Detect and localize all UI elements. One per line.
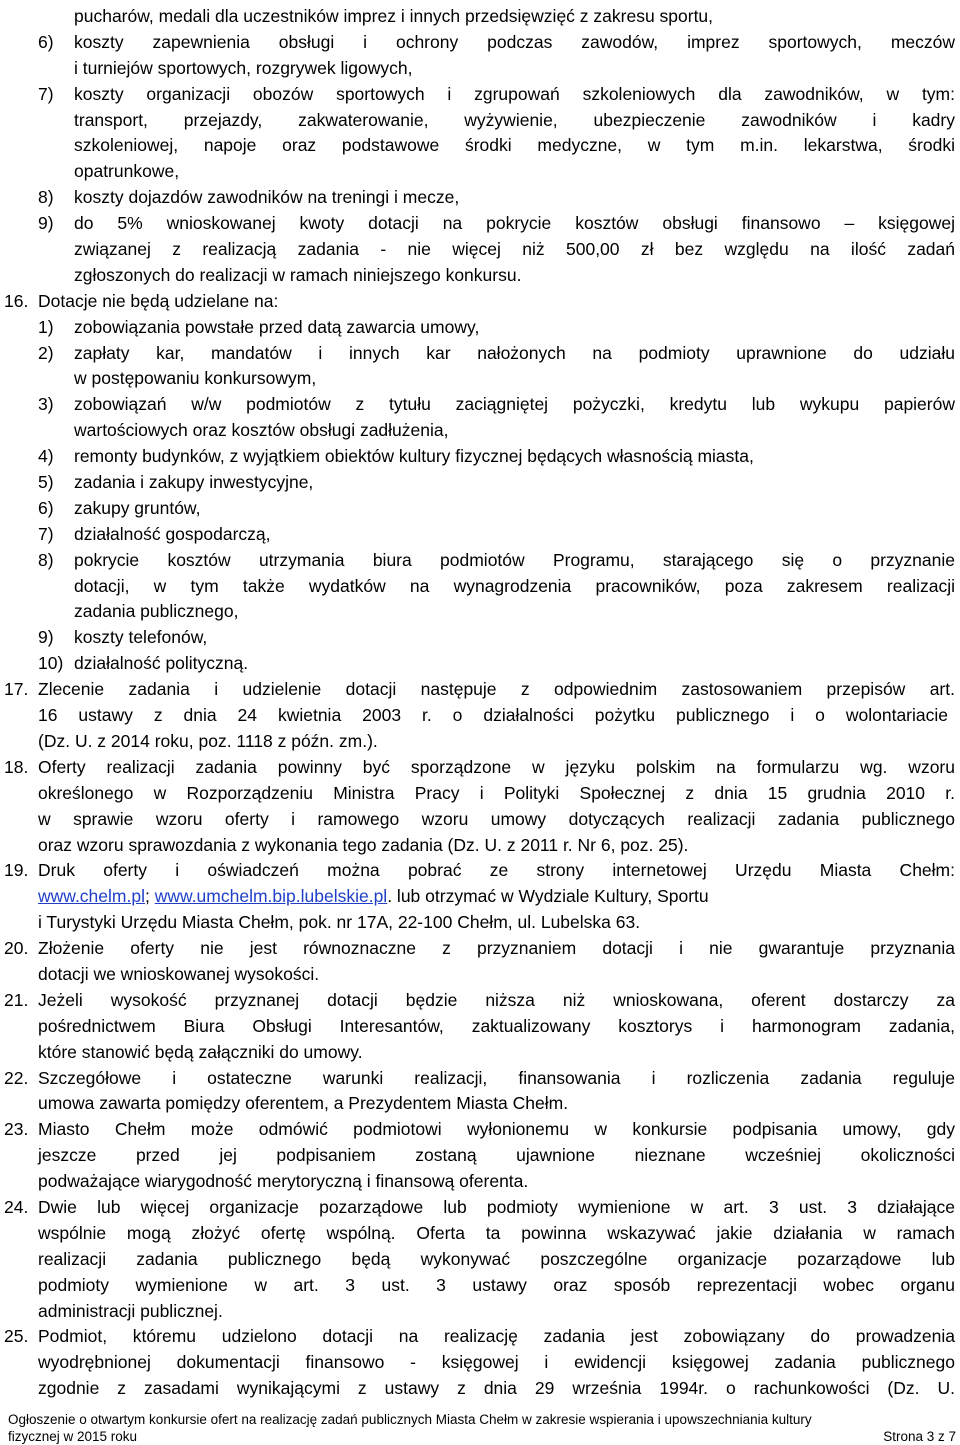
- section-line: dotacji we wnioskowanej wysokości.: [38, 963, 320, 984]
- section-23: [0, 1117, 960, 1195]
- section-line: 19. Druk oferty i oświadczeń można pobrać ze strony internetowej Urzędu Miasta Chełm:: [4, 860, 955, 881]
- subitem-list-continued: [0, 4, 960, 289]
- section-line: określonego w Rozporządzeniu Ministra Pracy i Polityki Społecznej z dnia 15 grudnia 2010 r.: [38, 782, 955, 803]
- list-item: 6) koszty zapewnienia obsługi i ochrony podczas zawodów, imprez sportowych, meczów: [38, 31, 955, 52]
- list-item: 4) remonty budynków, z wyjątkiem obiektów kultury fizycznej będących własnością miasta,: [38, 446, 754, 467]
- section-line: [0, 884, 960, 910]
- section-18: [0, 755, 960, 859]
- text-fragment: . lub otrzymać w Wydziale Kultury, Sportu: [387, 886, 709, 907]
- section-line: umowa zawarta pomiędzy oferentem, a Prezydentem Miasta Chełm.: [38, 1093, 569, 1114]
- document-body: [0, 4, 960, 1402]
- section-line: 18. Oferty realizacji zadania powinny być sporządzone w języku polskim na formularzu wg. wzoru: [4, 756, 955, 777]
- footer-title-continued: fizycznej w 2015 roku: [8, 1429, 138, 1444]
- section-line: 21. Jeżeli wysokość przyznanej dotacji będzie niższa niż wnioskowana, oferent dostarczy za: [4, 989, 955, 1010]
- footer-title: Ogłoszenie o otwartym konkursie ofert na realizację zadań publicznych Miasta Chełm w zakresie wspierania i upowszechniania kultury: [8, 1412, 812, 1427]
- text-line: i turniejów sportowych, rozgrywek ligowych,: [74, 57, 413, 78]
- section-line: (Dz. U. z 2014 roku, poz. 1118 z późn. zm.).: [38, 730, 378, 751]
- text-line: wartościowych oraz kosztów obsługi zadłużenia,: [74, 420, 449, 441]
- section-line: 22. Szczegółowe i ostateczne warunki realizacji, finansowania i rozliczenia zadania reguluje: [4, 1067, 955, 1088]
- list-item: 1) zobowiązania powstałe przed datą zawarcia umowy,: [38, 316, 480, 337]
- list-item: 6) zakupy gruntów,: [38, 497, 201, 518]
- text-line: dotacji, w tym także wydatków na wynagrodzenia pracowników, poza zakresem realizacji: [74, 575, 955, 596]
- section-line: podmioty wymienione w art. 3 ust. 3 ustawy oraz sposób reprezentacji wobec organu: [38, 1274, 955, 1295]
- list-item: 8) koszty dojazdów zawodników na treningi i mecze,: [38, 187, 460, 208]
- section-21: [0, 988, 960, 1066]
- section-16: [0, 289, 960, 677]
- list-item: 7) koszty organizacji obozów sportowych i zgrupowań szkoleniowych dla zawodników, w tym:: [38, 83, 955, 104]
- section-line: wyodrębnionej dokumentacji finansowo - księgowej i ewidencji księgowej zadania publicznego: [38, 1352, 955, 1373]
- section-line: które stanowić będą załączniki do umowy.: [38, 1041, 363, 1062]
- section-line: w sprawie wzoru oferty i ramowego wzoru umowy dotyczących realizacji zadania publicznego: [38, 808, 955, 829]
- text-line: transport, przejazdy, zakwaterowanie, wyżywienie, ubezpieczenie zawodników i kadry: [74, 109, 955, 130]
- separator: ;: [144, 886, 150, 907]
- list-item: 8) pokrycie kosztów utrzymania biura podmiotów Programu, starającego się o przyznanie: [38, 549, 955, 570]
- section-22: [0, 1066, 960, 1118]
- section-line: 20. Złożenie oferty nie jest równoznaczne z przyznaniem dotacji i nie gwarantuje przyznania: [4, 938, 955, 959]
- list-item: 5) zadania i zakupy inwestycyjne,: [38, 472, 314, 493]
- section-25: [0, 1324, 960, 1402]
- text-line: zgłoszonych do realizacji w ramach niniejszego konkursu.: [74, 264, 522, 285]
- section-20: [0, 936, 960, 988]
- text-line: związanej z realizacją zadania - nie więcej niż 500,00 zł bez względu na ilość zadań: [74, 239, 955, 260]
- section-line: realizacji zadania publicznego będą wykonywać poszczególne organizacje pozarządowe lub: [38, 1248, 955, 1269]
- section-line: podważające wiarygodność merytoryczną i finansową oferenta.: [38, 1171, 529, 1192]
- section-line: zgodnie z zasadami wynikającymi z ustawy z dnia 29 września 1994r. o rachunkowości (Dz. U.: [38, 1378, 955, 1399]
- page-footer: [8, 1411, 958, 1445]
- section-line: 24. Dwie lub więcej organizacje pozarządowe lub podmioty wymienione w art. 3 ust. 3 działające: [4, 1196, 955, 1217]
- text-line: szkoleniowej, napoje oraz podstawowe środki medyczne, w tym m.in. lekarstwa, środki: [74, 135, 955, 156]
- list-item: 3) zobowiązań w/w podmiotów z tytułu zaciągniętej pożyczki, kredytu lub wykupu papierów: [38, 394, 955, 415]
- section-line: wspólnie mogą złożyć ofertę wspólną. Oferta ta powinna wskazywać jakie działania w ramach: [38, 1222, 955, 1243]
- text-line: zadania publicznego,: [74, 601, 239, 622]
- section-line: 17. Zlecenie zadania i udzielenie dotacji następuje z odpowiednim zastosowaniem przepisów art.: [4, 679, 955, 700]
- list-item: 7) działalność gospodarczą,: [38, 523, 271, 544]
- text-line: pucharów, medali dla uczestników imprez i innych przedsięwzięć z zakresu sportu,: [74, 6, 714, 26]
- section-line: administracji publicznej.: [38, 1300, 223, 1321]
- page-number: Strona 3 z 7: [883, 1429, 956, 1444]
- section-line: jeszcze przed jej podpisaniem zostaną ujawnione nieznane wcześniej okoliczności: [38, 1145, 955, 1166]
- section-17: [0, 677, 960, 755]
- section-24: [0, 1195, 960, 1324]
- section-line: 16 ustawy z dnia 24 kwietnia 2003 r. o działalności pożytku publicznego i o wolontariacie: [38, 705, 948, 726]
- list-item: 9) do 5% wnioskowanej kwoty dotacji na pokrycie kosztów obsługi finansowo – księgowej: [38, 213, 955, 234]
- list-item: 10) działalność polityczną.: [38, 653, 249, 674]
- section-line: 25. Podmiot, któremu udzielono dotacji na realizację zadania jest zobowiązany do prowadzenia: [4, 1326, 955, 1347]
- section-line: pośrednictwem Biura Obsługi Interesantów, zaktualizowany kosztorys i harmonogram zadania,: [38, 1015, 955, 1036]
- bip-website-link[interactable]: www.umchelm.bip.lubelskie.pl: [154, 886, 388, 907]
- section-line: 23. Miasto Chełm może odmówić podmiotowi wyłonionemu w konkursie podpisania umowy, gdy: [4, 1119, 955, 1140]
- text-line: w postępowaniu konkursowym,: [74, 368, 317, 389]
- text-line: opatrunkowe,: [74, 161, 180, 182]
- section-line: oraz wzoru sprawozdania z wykonania tego zadania (Dz. U. z 2011 r. Nr 6, poz. 25).: [38, 834, 689, 855]
- section-line: i Turystyki Urzędu Miasta Chełm, pok. nr 17A, 22-100 Chełm, ul. Lubelska 63.: [38, 912, 641, 933]
- links-line: [38, 884, 709, 910]
- section-19: [0, 858, 960, 936]
- list-item: 9) koszty telefonów,: [38, 627, 208, 648]
- section-heading: 16. Dotacje nie będą udzielane na:: [4, 290, 279, 311]
- chelm-website-link[interactable]: www.chelm.pl: [38, 886, 145, 907]
- list-item: 2) zapłaty kar, mandatów i innych kar nałożonych na podmioty uprawnione do udziału: [38, 342, 955, 363]
